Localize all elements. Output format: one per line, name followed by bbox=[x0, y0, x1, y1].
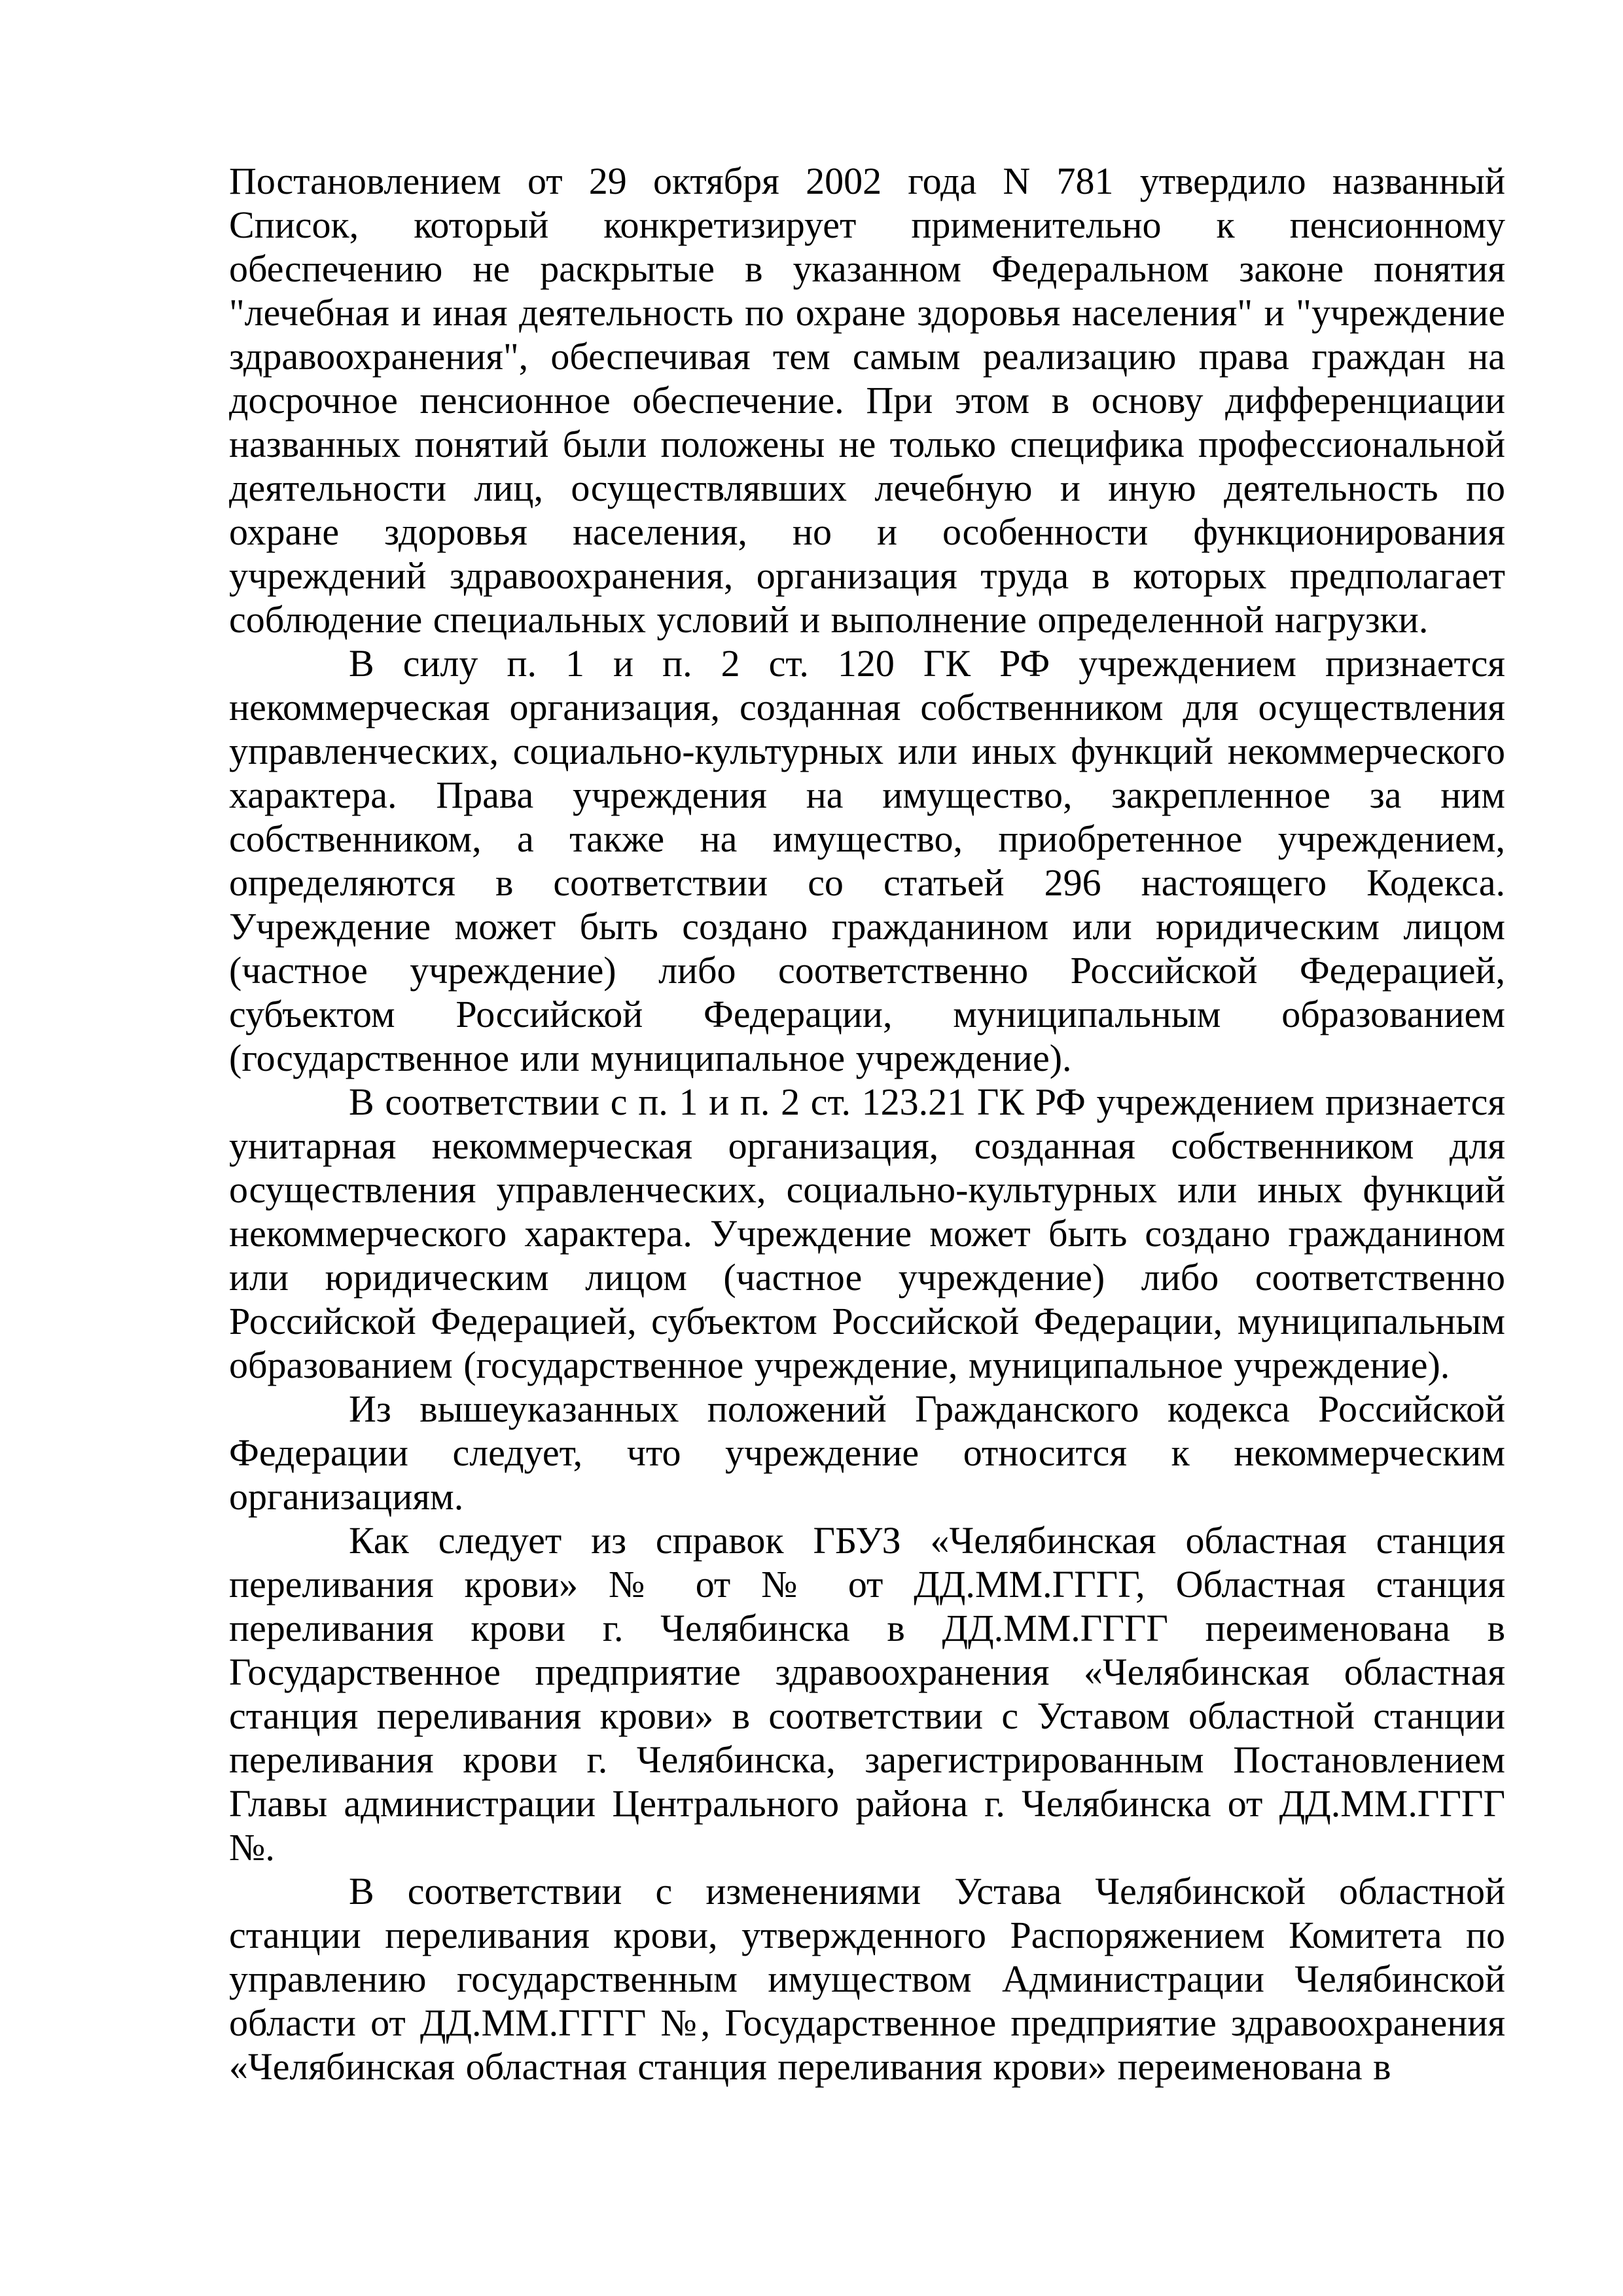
paragraph: Из вышеуказанных положений Гражданского кодекса Российской Федерации следует, что учреждение относится к некоммерческим организациям. bbox=[229, 1388, 1505, 1518]
document-text-block bbox=[229, 159, 1505, 2089]
paragraph: В соответствии с изменениями Устава Челябинской областной станции переливания крови, утвержденного Распоряжением Комитета по управлению государственным имуществом Администрации Челябинской области от ДД.ММ.ГГГГ №, Государственное предприятие здравоохранения «Челябинская областная станция переливания крови» переименована в bbox=[229, 1870, 1505, 2088]
paragraph: Как следует из справок ГБУЗ «Челябинская областная станция переливания крови» № от № от ДД.ММ.ГГГГ, Областная станция переливания крови г. Челябинска в ДД.ММ.ГГГГ переименована в Государственное предприятие здравоохранения «Челябинская областная станция переливания крови» в соответствии с Уставом областной станции переливания крови г. Челябинска, зарегистрированным Постановлением Главы администрации Центрального района г. Челябинска от ДД.ММ.ГГГГ №. bbox=[229, 1519, 1505, 1869]
paragraph: В соответствии с п. 1 и п. 2 ст. 123.21 ГК РФ учреждением признается унитарная некоммерческая организация, созданная собственником для осуществления управленческих, социально-культурных или иных функций некоммерческого характера. Учреждение может быть создано гражданином или юридическим лицом (частное учреждение) либо соответственно Российской Федерацией, субъектом Российской Федерации, муниципальным образованием (государственное учреждение, муниципальное учреждение). bbox=[229, 1081, 1505, 1386]
paragraph: В силу п. 1 и п. 2 ст. 120 ГК РФ учреждением признается некоммерческая организация, созданная собственником для осуществления управленческих, социально-культурных или иных функций некоммерческого характера. Права учреждения на имущество, закрепленное за ним собственником, а также на имущество, приобретенное учреждением, определяются в соответствии со статьей 296 настоящего Кодекса. Учреждение может быть создано гражданином или юридическим лицом (частное учреждение) либо соответственно Российской Федерацией, субъектом Российской Федерации, муниципальным образованием (государственное или муниципальное учреждение). bbox=[229, 642, 1505, 1079]
paragraph: Постановлением от 29 октября 2002 года N 781 утвердило названный Список, который конкретизирует применительно к пенсионному обеспечению не раскрытые в указанном Федеральном законе понятия "лечебная и иная деятельность по охране здоровья населения" и "учреждение здравоохранения", обеспечивая тем самым реализацию права граждан на досрочное пенсионное обеспечение. При этом в основу дифференциации названных понятий были положены не только специфика профессиональной деятельности лиц, осуществлявших лечебную и иную деятельность по охране здоровья населения, но и особенности функционирования учреждений здравоохранения, организация труда в которых предполагает соблюдение специальных условий и выполнение определенной нагрузки. bbox=[229, 160, 1505, 641]
